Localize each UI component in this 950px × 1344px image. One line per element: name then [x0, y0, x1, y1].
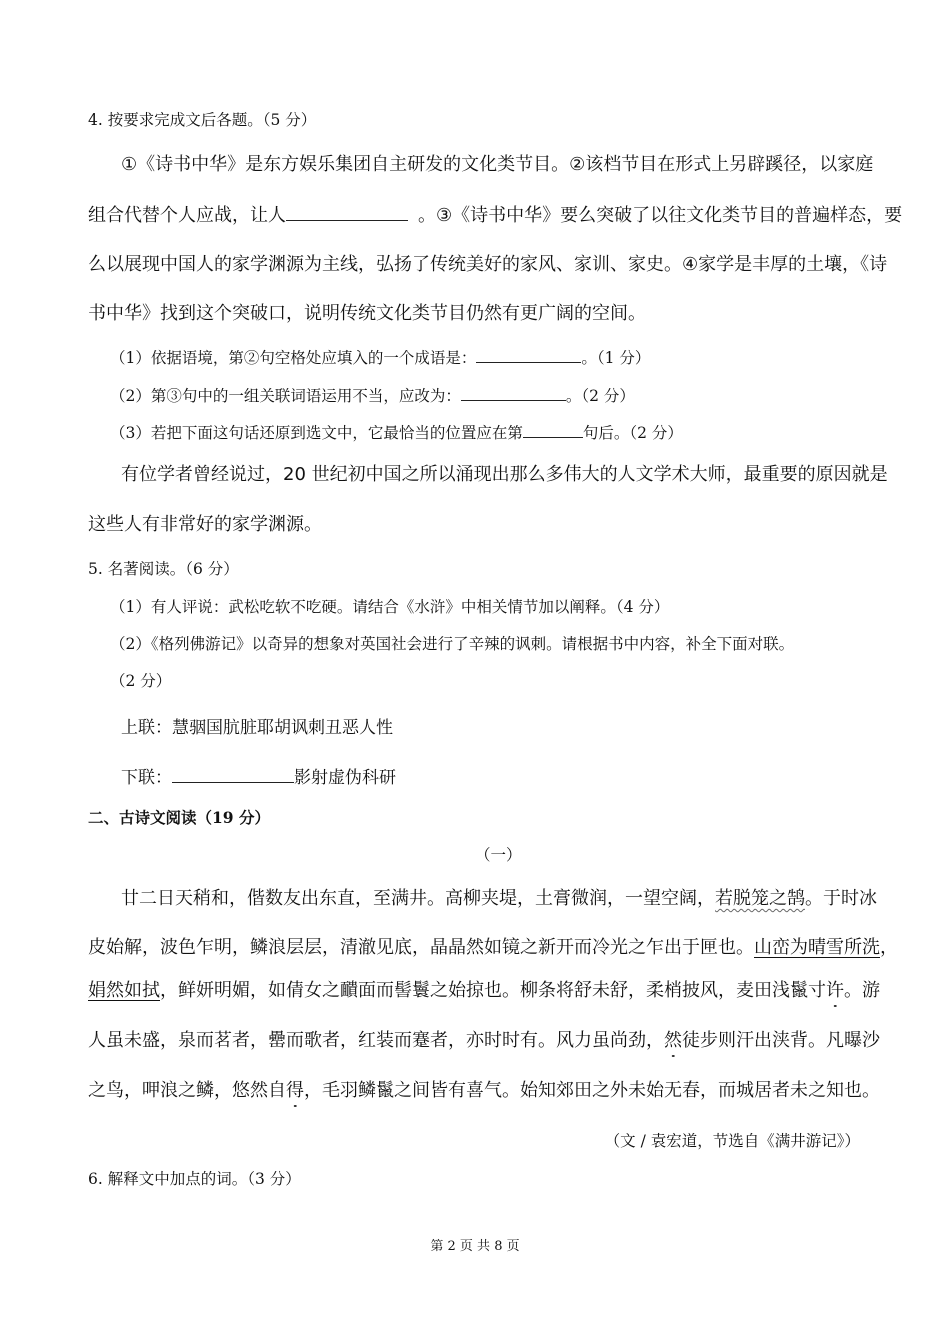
q4-sub2-text: （2）第③句中的一组关联词语运用不当，应改为： [110, 387, 461, 405]
page-footer: 第 2 页 共 8 页 [430, 1239, 520, 1254]
passage-text: 。游 [844, 980, 880, 1001]
q4-sub1-score: 。（1 分） [581, 349, 651, 367]
q4-text: 组合代替个人应战，让人 [88, 205, 286, 226]
passage-text: 皮始解，波色乍明，鳞浪层层，清澈见底，晶晶然如镜之新开而冷光之乍出于匣也。 [88, 937, 754, 958]
dotted-word: 得 [286, 1080, 304, 1101]
q4-insert-line-2: 这些人有非常好的家学渊源。 [88, 514, 322, 535]
passage-text: ，鲜妍明媚，如倩女之靧面而髻鬟之始掠也。柳条将舒未舒，柔梢披风，麦田浅鬣寸 [160, 980, 826, 1001]
passage-line-4 [88, 1026, 880, 1052]
passage-line-2 [88, 933, 898, 959]
couplet-upper: 上联：慧骃国肮脏耶胡讽刺丑恶人性 [121, 718, 393, 738]
q6-title: 6. 解释文中加点的词。（3 分） [88, 1170, 301, 1188]
q4-paragraph-line-3: 么以展现中国人的家学渊源为主线，弘扬了传统美好的家风、家训、家史。④家学是丰厚的土壤，《诗 [88, 254, 888, 275]
q4-blank[interactable] [286, 203, 408, 221]
couplet-lower-text: 影射虚伪科研 [294, 768, 396, 788]
q4-insert-line-1: 有位学者曾经说过，20 世纪初中国之所以涌现出那么多伟大的人文学术大师，最重要的原因就是 [121, 464, 888, 485]
q4-sub2-score: 。（2 分） [565, 387, 635, 405]
q4-text: 。③《诗书中华》要么突破了以往文化类节目的普遍样态，要 [418, 205, 903, 226]
q5-title: 5. 名著阅读。（6 分） [88, 560, 239, 578]
passage-text: 人虽未盛，泉而茗者，罍而歌者，红装而蹇者，亦时时有。风力虽尚劲， [88, 1030, 664, 1051]
wavy-underlined-phrase: 若脱笼之鹄 [715, 888, 805, 909]
q4-sub1-text: （1）依据语境，第②句空格处应填入的一个成语是： [110, 349, 477, 367]
q4-paragraph-line-4: 书中华》找到这个突破口，说明传统文化类节目仍然有更广阔的空间。 [88, 303, 646, 324]
dotted-word: 然 [664, 1030, 682, 1051]
couplet-lower [121, 763, 396, 788]
section-heading: 二、古诗文阅读（19 分） [88, 808, 270, 827]
section-subheading: （一） [475, 846, 522, 864]
passage-line-5 [88, 1076, 880, 1102]
q4-title: 4. 按要求完成文后各题。（5 分） [88, 111, 317, 129]
q4-sub3 [110, 420, 683, 443]
q4-sub1-blank[interactable] [476, 345, 581, 363]
q4-sub1 [110, 345, 650, 368]
dotted-word: 许 [826, 980, 844, 1001]
underlined-phrase: 娟然如拭 [88, 980, 160, 1001]
passage-line-1 [121, 884, 877, 910]
q4-sub3-blank[interactable] [523, 420, 583, 438]
underlined-phrase: 山峦为晴雪所洗 [754, 937, 880, 958]
passage-text: ，毛羽鳞鬣之间皆有喜气。始知郊田之外未始无春，而城居者未之知也。 [304, 1080, 880, 1101]
passage-source: （文 / 袁宏道，节选自《满井游记》） [604, 1132, 860, 1150]
q4-sub3-text: （3）若把下面这句话还原到选文中，它最恰当的位置应在第 [110, 424, 523, 442]
q5-sub2: （2）《格列佛游记》以奇异的想象对英国社会进行了辛辣的讽刺。请根据书中内容，补全下面对联。 [110, 635, 795, 653]
passage-text: 。于时冰 [805, 888, 877, 909]
q4-paragraph-line-1: ①《诗书中华》是东方娱乐集团自主研发的文化类节目。②该档节目在形式上另辟蹊径，以家庭 [121, 154, 874, 175]
q4-paragraph-line-2 [88, 201, 902, 227]
passage-text: 廿二日天稍和，偕数友出东直，至满井。高柳夹堤，土膏微润，一望空阔， [121, 888, 715, 909]
q5-sub2-score: （2 分） [110, 672, 172, 690]
couplet-lower-blank[interactable] [172, 765, 294, 783]
passage-text: 之鸟，呷浪之鳞，悠然自 [88, 1080, 286, 1101]
q4-sub2 [110, 383, 635, 406]
passage-text: ， [880, 937, 898, 958]
q4-sub2-blank[interactable] [461, 383, 566, 401]
q4-sub3-score: 句后。（2 分） [582, 424, 683, 442]
q5-sub1: （1）有人评说：武松吃软不吃硬。请结合《水浒》中相关情节加以阐释。（4 分） [110, 598, 670, 616]
passage-text: 徒步则汗出浃背。凡曝沙 [682, 1030, 880, 1051]
couplet-lower-label: 下联： [121, 768, 172, 788]
passage-line-3 [88, 976, 880, 1002]
